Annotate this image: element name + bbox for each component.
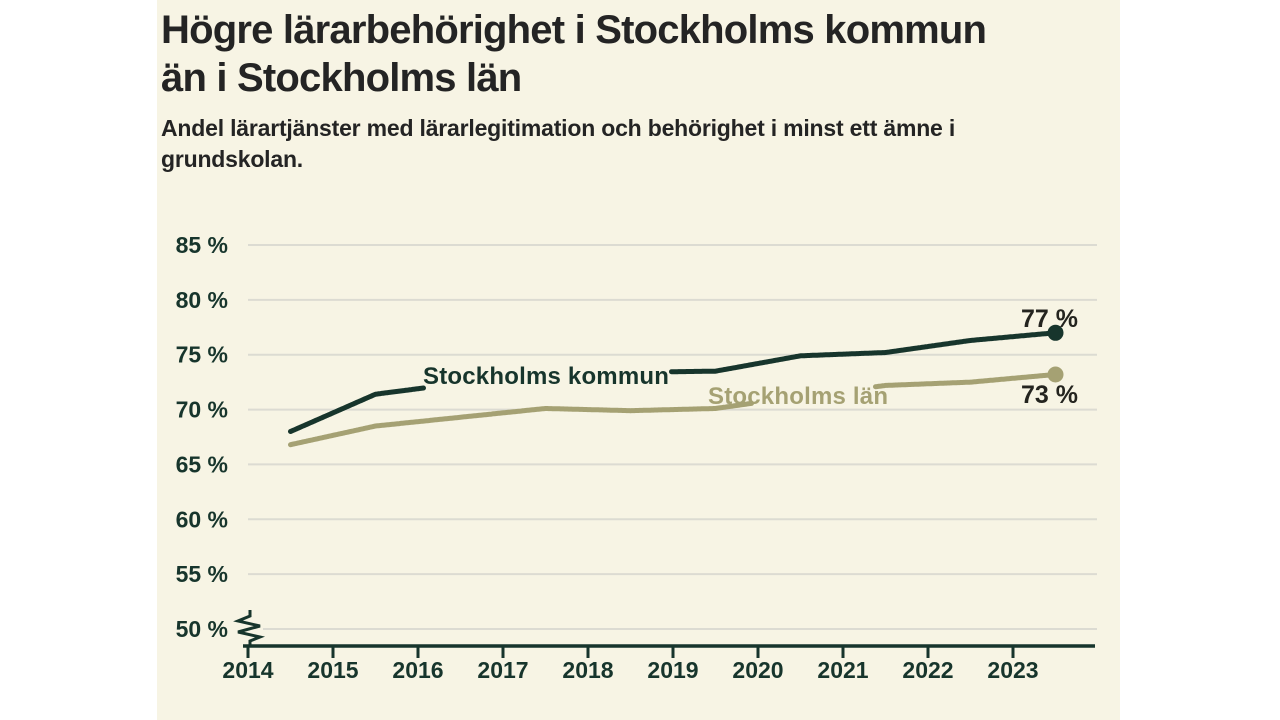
x-tick-label: 2019 <box>647 657 699 683</box>
y-tick-label: 60 % <box>175 506 228 533</box>
chart-subtitle-line2: grundskolan. <box>161 146 304 172</box>
x-tick-label: 2018 <box>562 657 614 683</box>
x-tick-label: 2023 <box>987 657 1039 683</box>
y-tick-label: 50 % <box>175 616 228 642</box>
chart-title-line2: än i Stockholms län <box>161 56 522 100</box>
series-line-kommun <box>672 333 1056 372</box>
y-tick-label: 75 % <box>175 341 228 368</box>
y-tick-label: 85 % <box>175 232 228 258</box>
series-label-lan: Stockholms län <box>708 383 889 410</box>
y-tick-label: 65 % <box>175 451 228 478</box>
chart-subtitle-line1: Andel lärartjänster med lärarlegitimation och behörighet i minst ett ämne i <box>161 115 956 141</box>
y-tick-label: 80 % <box>175 286 228 313</box>
x-tick-label: 2017 <box>477 657 529 683</box>
x-tick-label: 2014 <box>222 657 274 683</box>
x-tick-label: 2016 <box>392 657 444 683</box>
x-tick-label: 2020 <box>732 657 784 683</box>
axis-break-icon <box>238 610 260 647</box>
x-tick-label: 2015 <box>307 657 359 683</box>
y-tick-label: 70 % <box>175 396 228 423</box>
y-tick-label: 55 % <box>175 561 228 588</box>
value-label-kommun: 77 % <box>1021 305 1078 333</box>
value-label-lan: 73 % <box>1021 381 1078 409</box>
chart-title-line1: Högre lärarbehörighet i Stockholms kommun <box>161 8 987 52</box>
x-tick-label: 2021 <box>817 657 869 683</box>
x-tick-label: 2022 <box>902 657 954 683</box>
series-label-kommun: Stockholms kommun <box>423 363 670 390</box>
